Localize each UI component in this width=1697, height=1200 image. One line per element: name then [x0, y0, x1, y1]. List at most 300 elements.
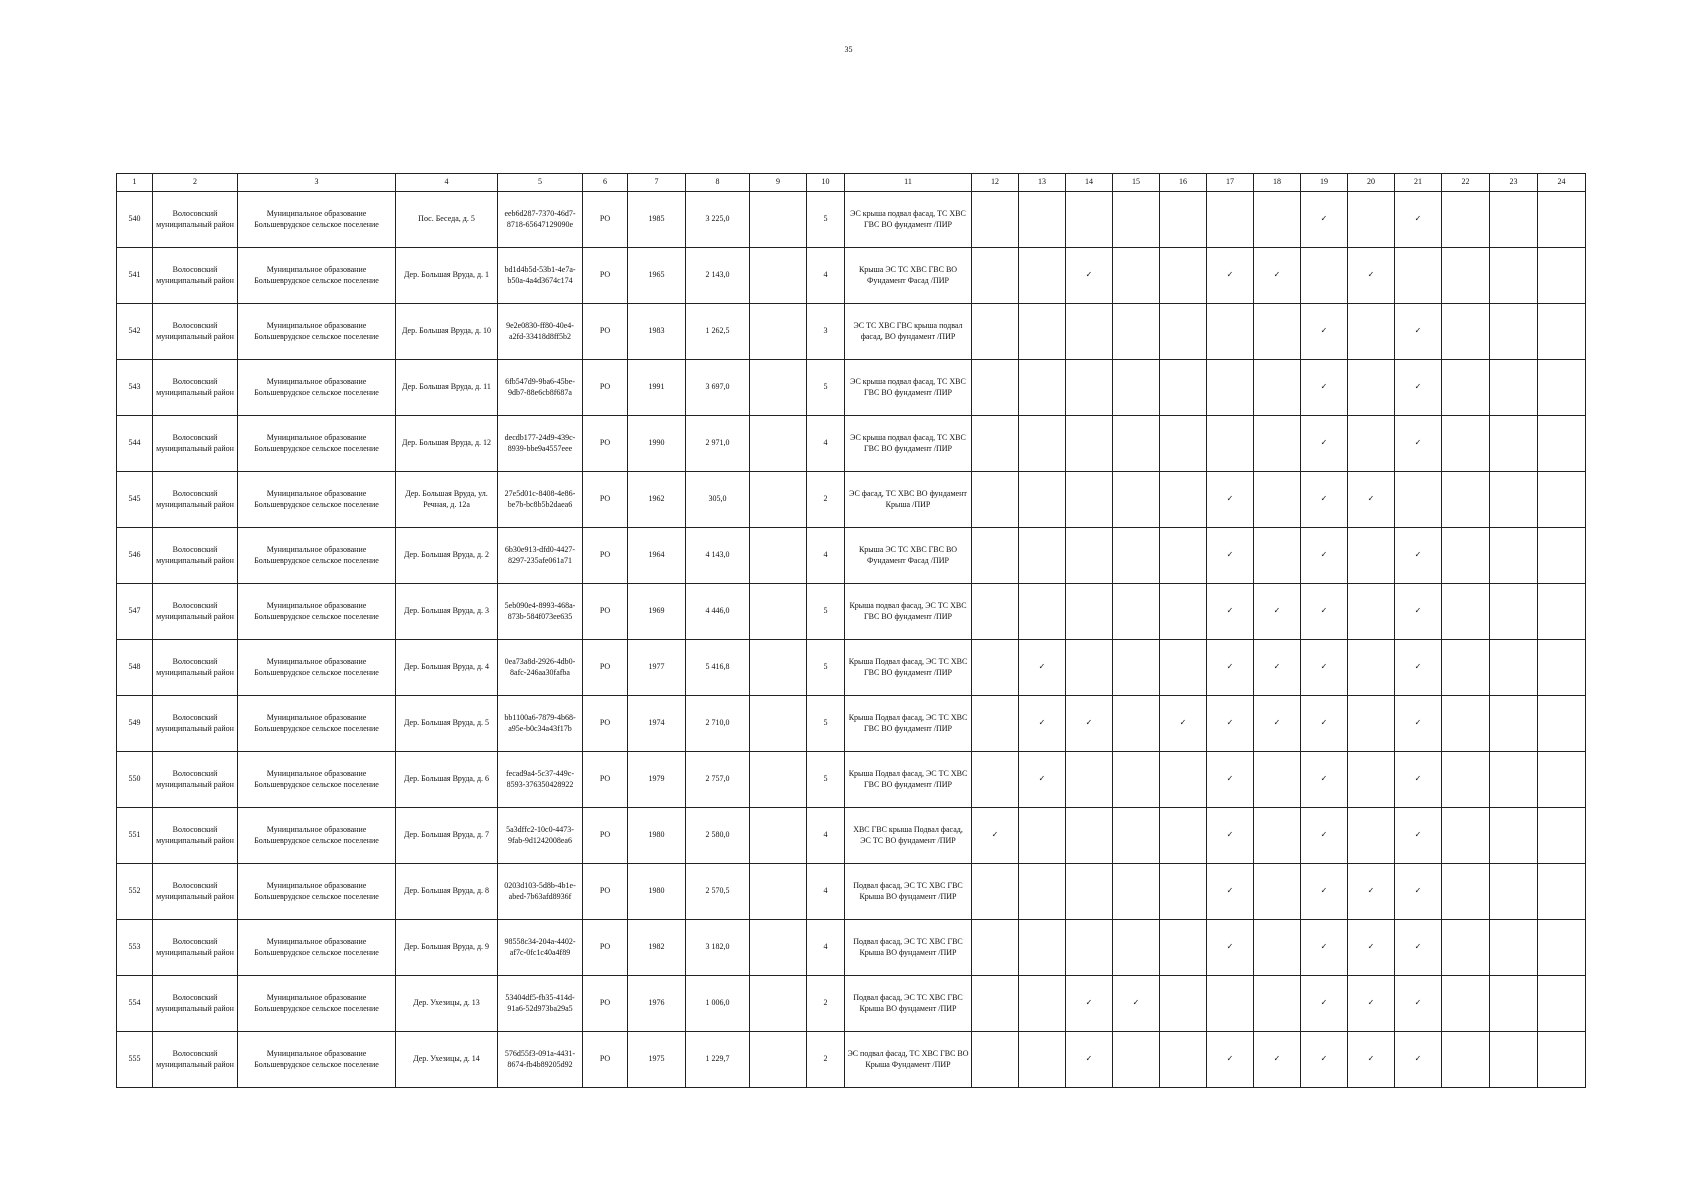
empty-check-cell	[1160, 584, 1207, 640]
empty-check-cell	[1538, 920, 1586, 976]
row-number: 554	[117, 976, 153, 1032]
guid-cell: 576d55f3-091a-4431-8674-fb4b89205d92	[498, 1032, 583, 1088]
municipality-cell: Муниципальное образование Большеврудское сельское поселение	[238, 584, 396, 640]
empty-check-cell	[1254, 416, 1301, 472]
empty-check-cell	[972, 304, 1019, 360]
row-number: 546	[117, 528, 153, 584]
address-cell: Дер. Большая Вруда, д. 2	[396, 528, 498, 584]
empty-check-cell	[1066, 416, 1113, 472]
floors-cell: 2	[807, 472, 845, 528]
area-cell: 2 143,0	[686, 248, 750, 304]
empty-check-cell	[1490, 696, 1538, 752]
municipality-cell: Муниципальное образование Большеврудское сельское поселение	[238, 416, 396, 472]
address-cell: Дер. Большая Вруда, ул. Речная, д. 12а	[396, 472, 498, 528]
checkmark-icon: ✓	[1207, 696, 1254, 752]
checkmark-icon: ✓	[1395, 1032, 1442, 1088]
table-row	[117, 192, 1586, 248]
empty-check-cell	[1442, 808, 1490, 864]
address-cell: Дер. Ухезицы, д. 13	[396, 976, 498, 1032]
row-number: 552	[117, 864, 153, 920]
empty-check-cell	[1019, 248, 1066, 304]
area-cell: 4 143,0	[686, 528, 750, 584]
empty-check-cell	[1113, 416, 1160, 472]
municipality-cell: Муниципальное образование Большеврудское сельское поселение	[238, 1032, 396, 1088]
checkmark-icon: ✓	[1301, 864, 1348, 920]
empty-check-cell	[1538, 472, 1586, 528]
checkmark-icon: ✓	[1395, 416, 1442, 472]
checkmark-icon: ✓	[1254, 640, 1301, 696]
empty-check-cell	[1019, 472, 1066, 528]
guid-cell: 6fb547d9-9ba6-45be-9db7-88e6cb8f687a	[498, 360, 583, 416]
empty-check-cell	[1066, 808, 1113, 864]
works-cell: Крыша ЭС ТС ХВС ГВС ВО Фундамент Фасад /ПИР	[845, 528, 972, 584]
empty-check-cell	[1442, 528, 1490, 584]
year-cell: 1977	[628, 640, 686, 696]
type-cell: РО	[583, 808, 628, 864]
works-cell: Подвал фасад, ЭС ТС ХВС ГВС Крыша ВО фундамент /ПИР	[845, 976, 972, 1032]
table-row	[117, 976, 1586, 1032]
year-cell: 1964	[628, 528, 686, 584]
empty-check-cell	[1348, 528, 1395, 584]
row-number: 550	[117, 752, 153, 808]
checkmark-icon: ✓	[1301, 696, 1348, 752]
municipality-cell: Муниципальное образование Большеврудское сельское поселение	[238, 304, 396, 360]
municipality-cell: Муниципальное образование Большеврудское сельское поселение	[238, 528, 396, 584]
row-number: 547	[117, 584, 153, 640]
checkmark-icon: ✓	[1301, 304, 1348, 360]
empty-check-cell	[1538, 752, 1586, 808]
works-cell: ЭС крыша подвал фасад, ТС ХВС ГВС ВО фундамент /ПИР	[845, 192, 972, 248]
table-row	[117, 696, 1586, 752]
address-cell: Пос. Беседа, д. 5	[396, 192, 498, 248]
checkmark-icon: ✓	[1066, 1032, 1113, 1088]
checkmark-icon: ✓	[1207, 752, 1254, 808]
empty-check-cell	[972, 192, 1019, 248]
checkmark-icon: ✓	[1066, 248, 1113, 304]
address-cell: Дер. Большая Вруда, д. 11	[396, 360, 498, 416]
year-cell: 1982	[628, 920, 686, 976]
empty-check-cell	[1019, 1032, 1066, 1088]
empty-check-cell	[972, 360, 1019, 416]
empty-check-cell	[1442, 304, 1490, 360]
column-header: 3	[238, 174, 396, 192]
empty-check-cell	[972, 696, 1019, 752]
row-number: 553	[117, 920, 153, 976]
address-cell: Дер. Большая Вруда, д. 9	[396, 920, 498, 976]
row-number: 555	[117, 1032, 153, 1088]
empty-check-cell	[972, 640, 1019, 696]
guid-cell: bd1d4b5d-53b1-4e7a-b50a-4a4d3674c174	[498, 248, 583, 304]
floors-cell: 5	[807, 584, 845, 640]
area-cell: 3 697,0	[686, 360, 750, 416]
empty-check-cell	[972, 1032, 1019, 1088]
district-cell: Волосовский муниципальный район	[153, 360, 238, 416]
type-cell: РО	[583, 864, 628, 920]
empty-check-cell	[1160, 304, 1207, 360]
empty-check-cell	[972, 976, 1019, 1032]
checkmark-icon: ✓	[1301, 192, 1348, 248]
municipality-cell: Муниципальное образование Большеврудское сельское поселение	[238, 640, 396, 696]
works-cell: ХВС ГВС крыша Подвал фасад, ЭС ТС ВО фундамент /ПИР	[845, 808, 972, 864]
area-cell: 1 262,5	[686, 304, 750, 360]
area-cell: 1 229,7	[686, 1032, 750, 1088]
year-cell: 1965	[628, 248, 686, 304]
empty-check-cell	[1538, 696, 1586, 752]
col9-cell	[750, 248, 807, 304]
col9-cell	[750, 528, 807, 584]
checkmark-icon: ✓	[1395, 360, 1442, 416]
empty-check-cell	[1066, 528, 1113, 584]
checkmark-icon: ✓	[1395, 808, 1442, 864]
column-header: 15	[1113, 174, 1160, 192]
col9-cell	[750, 640, 807, 696]
empty-check-cell	[1066, 920, 1113, 976]
checkmark-icon: ✓	[1395, 976, 1442, 1032]
row-number: 551	[117, 808, 153, 864]
empty-check-cell	[972, 752, 1019, 808]
checkmark-icon: ✓	[1254, 696, 1301, 752]
empty-check-cell	[1113, 752, 1160, 808]
empty-check-cell	[1160, 528, 1207, 584]
row-number: 541	[117, 248, 153, 304]
checkmark-icon: ✓	[1301, 584, 1348, 640]
column-header: 10	[807, 174, 845, 192]
empty-check-cell	[1490, 472, 1538, 528]
empty-check-cell	[1348, 640, 1395, 696]
guid-cell: 5eb090e4-8993-468a-873b-584f073ee635	[498, 584, 583, 640]
checkmark-icon: ✓	[1301, 920, 1348, 976]
area-cell: 3 225,0	[686, 192, 750, 248]
empty-check-cell	[1348, 416, 1395, 472]
district-cell: Волосовский муниципальный район	[153, 752, 238, 808]
empty-check-cell	[1490, 304, 1538, 360]
empty-check-cell	[1490, 584, 1538, 640]
empty-check-cell	[1019, 976, 1066, 1032]
empty-check-cell	[1160, 976, 1207, 1032]
empty-check-cell	[1113, 696, 1160, 752]
checkmark-icon: ✓	[1207, 1032, 1254, 1088]
column-header: 23	[1490, 174, 1538, 192]
area-cell: 2 710,0	[686, 696, 750, 752]
floors-cell: 4	[807, 864, 845, 920]
table-row	[117, 248, 1586, 304]
empty-check-cell	[1254, 864, 1301, 920]
empty-check-cell	[1160, 472, 1207, 528]
type-cell: РО	[583, 416, 628, 472]
empty-check-cell	[1348, 360, 1395, 416]
empty-check-cell	[1019, 528, 1066, 584]
checkmark-icon: ✓	[1066, 696, 1113, 752]
type-cell: РО	[583, 192, 628, 248]
empty-check-cell	[1538, 248, 1586, 304]
col9-cell	[750, 808, 807, 864]
table-row	[117, 416, 1586, 472]
table-row	[117, 584, 1586, 640]
empty-check-cell	[1207, 304, 1254, 360]
works-cell: ЭС подвал фасад, ТС ХВС ГВС ВО Крыша Фундамент /ПИР	[845, 1032, 972, 1088]
row-number: 545	[117, 472, 153, 528]
address-cell: Дер. Большая Вруда, д. 10	[396, 304, 498, 360]
empty-check-cell	[1538, 1032, 1586, 1088]
checkmark-icon: ✓	[1207, 584, 1254, 640]
empty-check-cell	[1490, 640, 1538, 696]
empty-check-cell	[1348, 584, 1395, 640]
table-row	[117, 920, 1586, 976]
column-header: 2	[153, 174, 238, 192]
empty-check-cell	[1019, 416, 1066, 472]
area-cell: 4 446,0	[686, 584, 750, 640]
works-cell: Крыша Подвал фасад, ЭС ТС ХВС ГВС ВО фундамент /ПИР	[845, 696, 972, 752]
col9-cell	[750, 192, 807, 248]
municipality-cell: Муниципальное образование Большеврудское сельское поселение	[238, 976, 396, 1032]
empty-check-cell	[1254, 752, 1301, 808]
type-cell: РО	[583, 696, 628, 752]
type-cell: РО	[583, 304, 628, 360]
year-cell: 1974	[628, 696, 686, 752]
empty-check-cell	[1019, 920, 1066, 976]
address-cell: Дер. Большая Вруда, д. 7	[396, 808, 498, 864]
table-row	[117, 640, 1586, 696]
empty-check-cell	[1442, 416, 1490, 472]
checkmark-icon: ✓	[1301, 752, 1348, 808]
guid-cell: 5a3dffc2-10c0-4473-9fab-9d1242008ea6	[498, 808, 583, 864]
empty-check-cell	[1113, 248, 1160, 304]
area-cell: 5 416,8	[686, 640, 750, 696]
empty-check-cell	[1490, 808, 1538, 864]
municipality-cell: Муниципальное образование Большеврудское сельское поселение	[238, 696, 396, 752]
guid-cell: bb1100a6-7879-4b68-a95e-b0c34a43f17b	[498, 696, 583, 752]
checkmark-icon: ✓	[1395, 696, 1442, 752]
empty-check-cell	[1538, 976, 1586, 1032]
floors-cell: 5	[807, 752, 845, 808]
checkmark-icon: ✓	[1160, 696, 1207, 752]
type-cell: РО	[583, 976, 628, 1032]
municipality-cell: Муниципальное образование Большеврудское сельское поселение	[238, 920, 396, 976]
empty-check-cell	[1113, 920, 1160, 976]
type-cell: РО	[583, 640, 628, 696]
empty-check-cell	[1160, 864, 1207, 920]
address-cell: Дер. Большая Вруда, д. 1	[396, 248, 498, 304]
district-cell: Волосовский муниципальный район	[153, 864, 238, 920]
checkmark-icon: ✓	[1254, 1032, 1301, 1088]
works-cell: ЭС ТС ХВС ГВС крыша подвал фасад, ВО фундамент /ПИР	[845, 304, 972, 360]
column-header: 18	[1254, 174, 1301, 192]
type-cell: РО	[583, 584, 628, 640]
address-cell: Дер. Большая Вруда, д. 3	[396, 584, 498, 640]
guid-cell: eeb6d287-7370-46d7-8718-65647129090e	[498, 192, 583, 248]
checkmark-icon: ✓	[1066, 976, 1113, 1032]
column-header: 9	[750, 174, 807, 192]
column-header: 24	[1538, 174, 1586, 192]
table-row	[117, 864, 1586, 920]
checkmark-icon: ✓	[1395, 192, 1442, 248]
checkmark-icon: ✓	[1348, 472, 1395, 528]
district-cell: Волосовский муниципальный район	[153, 472, 238, 528]
table-row	[117, 752, 1586, 808]
municipality-cell: Муниципальное образование Большеврудское сельское поселение	[238, 248, 396, 304]
empty-check-cell	[1254, 920, 1301, 976]
district-cell: Волосовский муниципальный район	[153, 584, 238, 640]
district-cell: Волосовский муниципальный район	[153, 808, 238, 864]
district-cell: Волосовский муниципальный район	[153, 304, 238, 360]
col9-cell	[750, 696, 807, 752]
area-cell: 2 570,5	[686, 864, 750, 920]
empty-check-cell	[1442, 752, 1490, 808]
empty-check-cell	[1538, 360, 1586, 416]
type-cell: РО	[583, 360, 628, 416]
checkmark-icon: ✓	[1301, 976, 1348, 1032]
empty-check-cell	[1442, 976, 1490, 1032]
empty-check-cell	[1254, 304, 1301, 360]
checkmark-icon: ✓	[1019, 752, 1066, 808]
empty-check-cell	[1019, 584, 1066, 640]
works-cell: Крыша Подвал фасад, ЭС ТС ХВС ГВС ВО фундамент /ПИР	[845, 640, 972, 696]
floors-cell: 2	[807, 1032, 845, 1088]
row-number: 543	[117, 360, 153, 416]
area-cell: 1 006,0	[686, 976, 750, 1032]
area-cell: 2 580,0	[686, 808, 750, 864]
checkmark-icon: ✓	[1395, 752, 1442, 808]
empty-check-cell	[1442, 360, 1490, 416]
col9-cell	[750, 976, 807, 1032]
column-header: 7	[628, 174, 686, 192]
empty-check-cell	[1254, 472, 1301, 528]
floors-cell: 4	[807, 808, 845, 864]
empty-check-cell	[1207, 416, 1254, 472]
empty-check-cell	[1160, 640, 1207, 696]
row-number: 540	[117, 192, 153, 248]
empty-check-cell	[1442, 920, 1490, 976]
empty-check-cell	[1254, 360, 1301, 416]
checkmark-icon: ✓	[1207, 528, 1254, 584]
checkmark-icon: ✓	[1301, 640, 1348, 696]
works-cell: Подвал фасад, ЭС ТС ХВС ГВС Крыша ВО фундамент /ПИР	[845, 920, 972, 976]
checkmark-icon: ✓	[1348, 248, 1395, 304]
empty-check-cell	[1490, 864, 1538, 920]
empty-check-cell	[1160, 752, 1207, 808]
checkmark-icon: ✓	[1395, 304, 1442, 360]
municipality-cell: Муниципальное образование Большеврудское сельское поселение	[238, 360, 396, 416]
checkmark-icon: ✓	[1019, 696, 1066, 752]
empty-check-cell	[1442, 472, 1490, 528]
municipality-cell: Муниципальное образование Большеврудское сельское поселение	[238, 808, 396, 864]
type-cell: РО	[583, 248, 628, 304]
checkmark-icon: ✓	[1348, 976, 1395, 1032]
checkmark-icon: ✓	[1301, 808, 1348, 864]
empty-check-cell	[972, 584, 1019, 640]
col9-cell	[750, 864, 807, 920]
guid-cell: 0203d103-5d8b-4b1e-abed-7b63afd8936f	[498, 864, 583, 920]
empty-check-cell	[1254, 528, 1301, 584]
empty-check-cell	[972, 864, 1019, 920]
empty-check-cell	[1113, 864, 1160, 920]
works-cell: Крыша Подвал фасад, ЭС ТС ХВС ГВС ВО фундамент /ПИР	[845, 752, 972, 808]
empty-check-cell	[1348, 192, 1395, 248]
empty-check-cell	[1066, 752, 1113, 808]
empty-check-cell	[1538, 640, 1586, 696]
district-cell: Волосовский муниципальный район	[153, 528, 238, 584]
empty-check-cell	[1066, 640, 1113, 696]
floors-cell: 4	[807, 248, 845, 304]
checkmark-icon: ✓	[1395, 920, 1442, 976]
table-row	[117, 1032, 1586, 1088]
empty-check-cell	[1490, 920, 1538, 976]
checkmark-icon: ✓	[1207, 864, 1254, 920]
district-cell: Волосовский муниципальный район	[153, 920, 238, 976]
empty-check-cell	[1066, 472, 1113, 528]
empty-check-cell	[1113, 360, 1160, 416]
empty-check-cell	[1019, 808, 1066, 864]
guid-cell: 0ea73a8d-2926-4db0-8afc-246aa30fafba	[498, 640, 583, 696]
empty-check-cell	[1348, 304, 1395, 360]
empty-check-cell	[1160, 248, 1207, 304]
column-header: 16	[1160, 174, 1207, 192]
floors-cell: 4	[807, 920, 845, 976]
empty-check-cell	[972, 248, 1019, 304]
empty-check-cell	[1442, 584, 1490, 640]
empty-check-cell	[1490, 192, 1538, 248]
checkmark-icon: ✓	[1301, 360, 1348, 416]
empty-check-cell	[1113, 584, 1160, 640]
row-number: 548	[117, 640, 153, 696]
address-cell: Дер. Ухезицы, д. 14	[396, 1032, 498, 1088]
address-cell: Дер. Большая Вруда, д. 6	[396, 752, 498, 808]
column-header: 22	[1442, 174, 1490, 192]
col9-cell	[750, 920, 807, 976]
guid-cell: 98558c34-204a-4402-af7c-0fc1c40a4f89	[498, 920, 583, 976]
works-cell: Крыша подвал фасад, ЭС ТС ХВС ГВС ВО фундамент /ПИР	[845, 584, 972, 640]
empty-check-cell	[1490, 976, 1538, 1032]
area-cell: 305,0	[686, 472, 750, 528]
empty-check-cell	[1442, 864, 1490, 920]
column-header: 21	[1395, 174, 1442, 192]
empty-check-cell	[1442, 1032, 1490, 1088]
empty-check-cell	[1113, 472, 1160, 528]
year-cell: 1962	[628, 472, 686, 528]
empty-check-cell	[1490, 360, 1538, 416]
municipality-cell: Муниципальное образование Большеврудское сельское поселение	[238, 752, 396, 808]
municipality-cell: Муниципальное образование Большеврудское сельское поселение	[238, 472, 396, 528]
floors-cell: 5	[807, 360, 845, 416]
col9-cell	[750, 304, 807, 360]
empty-check-cell	[1348, 808, 1395, 864]
header-row	[117, 174, 1586, 192]
district-cell: Волосовский муниципальный район	[153, 1032, 238, 1088]
empty-check-cell	[1538, 528, 1586, 584]
works-cell: ЭС крыша подвал фасад, ТС ХВС ГВС ВО фундамент /ПИР	[845, 360, 972, 416]
row-number: 542	[117, 304, 153, 360]
floors-cell: 3	[807, 304, 845, 360]
floors-cell: 5	[807, 696, 845, 752]
checkmark-icon: ✓	[1348, 920, 1395, 976]
empty-check-cell	[972, 528, 1019, 584]
district-cell: Волосовский муниципальный район	[153, 696, 238, 752]
empty-check-cell	[1442, 696, 1490, 752]
empty-check-cell	[1066, 304, 1113, 360]
checkmark-icon: ✓	[1019, 640, 1066, 696]
type-cell: РО	[583, 752, 628, 808]
address-cell: Дер. Большая Вруда, д. 5	[396, 696, 498, 752]
type-cell: РО	[583, 528, 628, 584]
col9-cell	[750, 584, 807, 640]
empty-check-cell	[1019, 864, 1066, 920]
address-cell: Дер. Большая Вруда, д. 8	[396, 864, 498, 920]
empty-check-cell	[1490, 752, 1538, 808]
municipality-cell: Муниципальное образование Большеврудское сельское поселение	[238, 864, 396, 920]
guid-cell: 9e2e0830-ff80-40e4-a2fd-33418d8ff5b2	[498, 304, 583, 360]
type-cell: РО	[583, 472, 628, 528]
empty-check-cell	[1442, 640, 1490, 696]
